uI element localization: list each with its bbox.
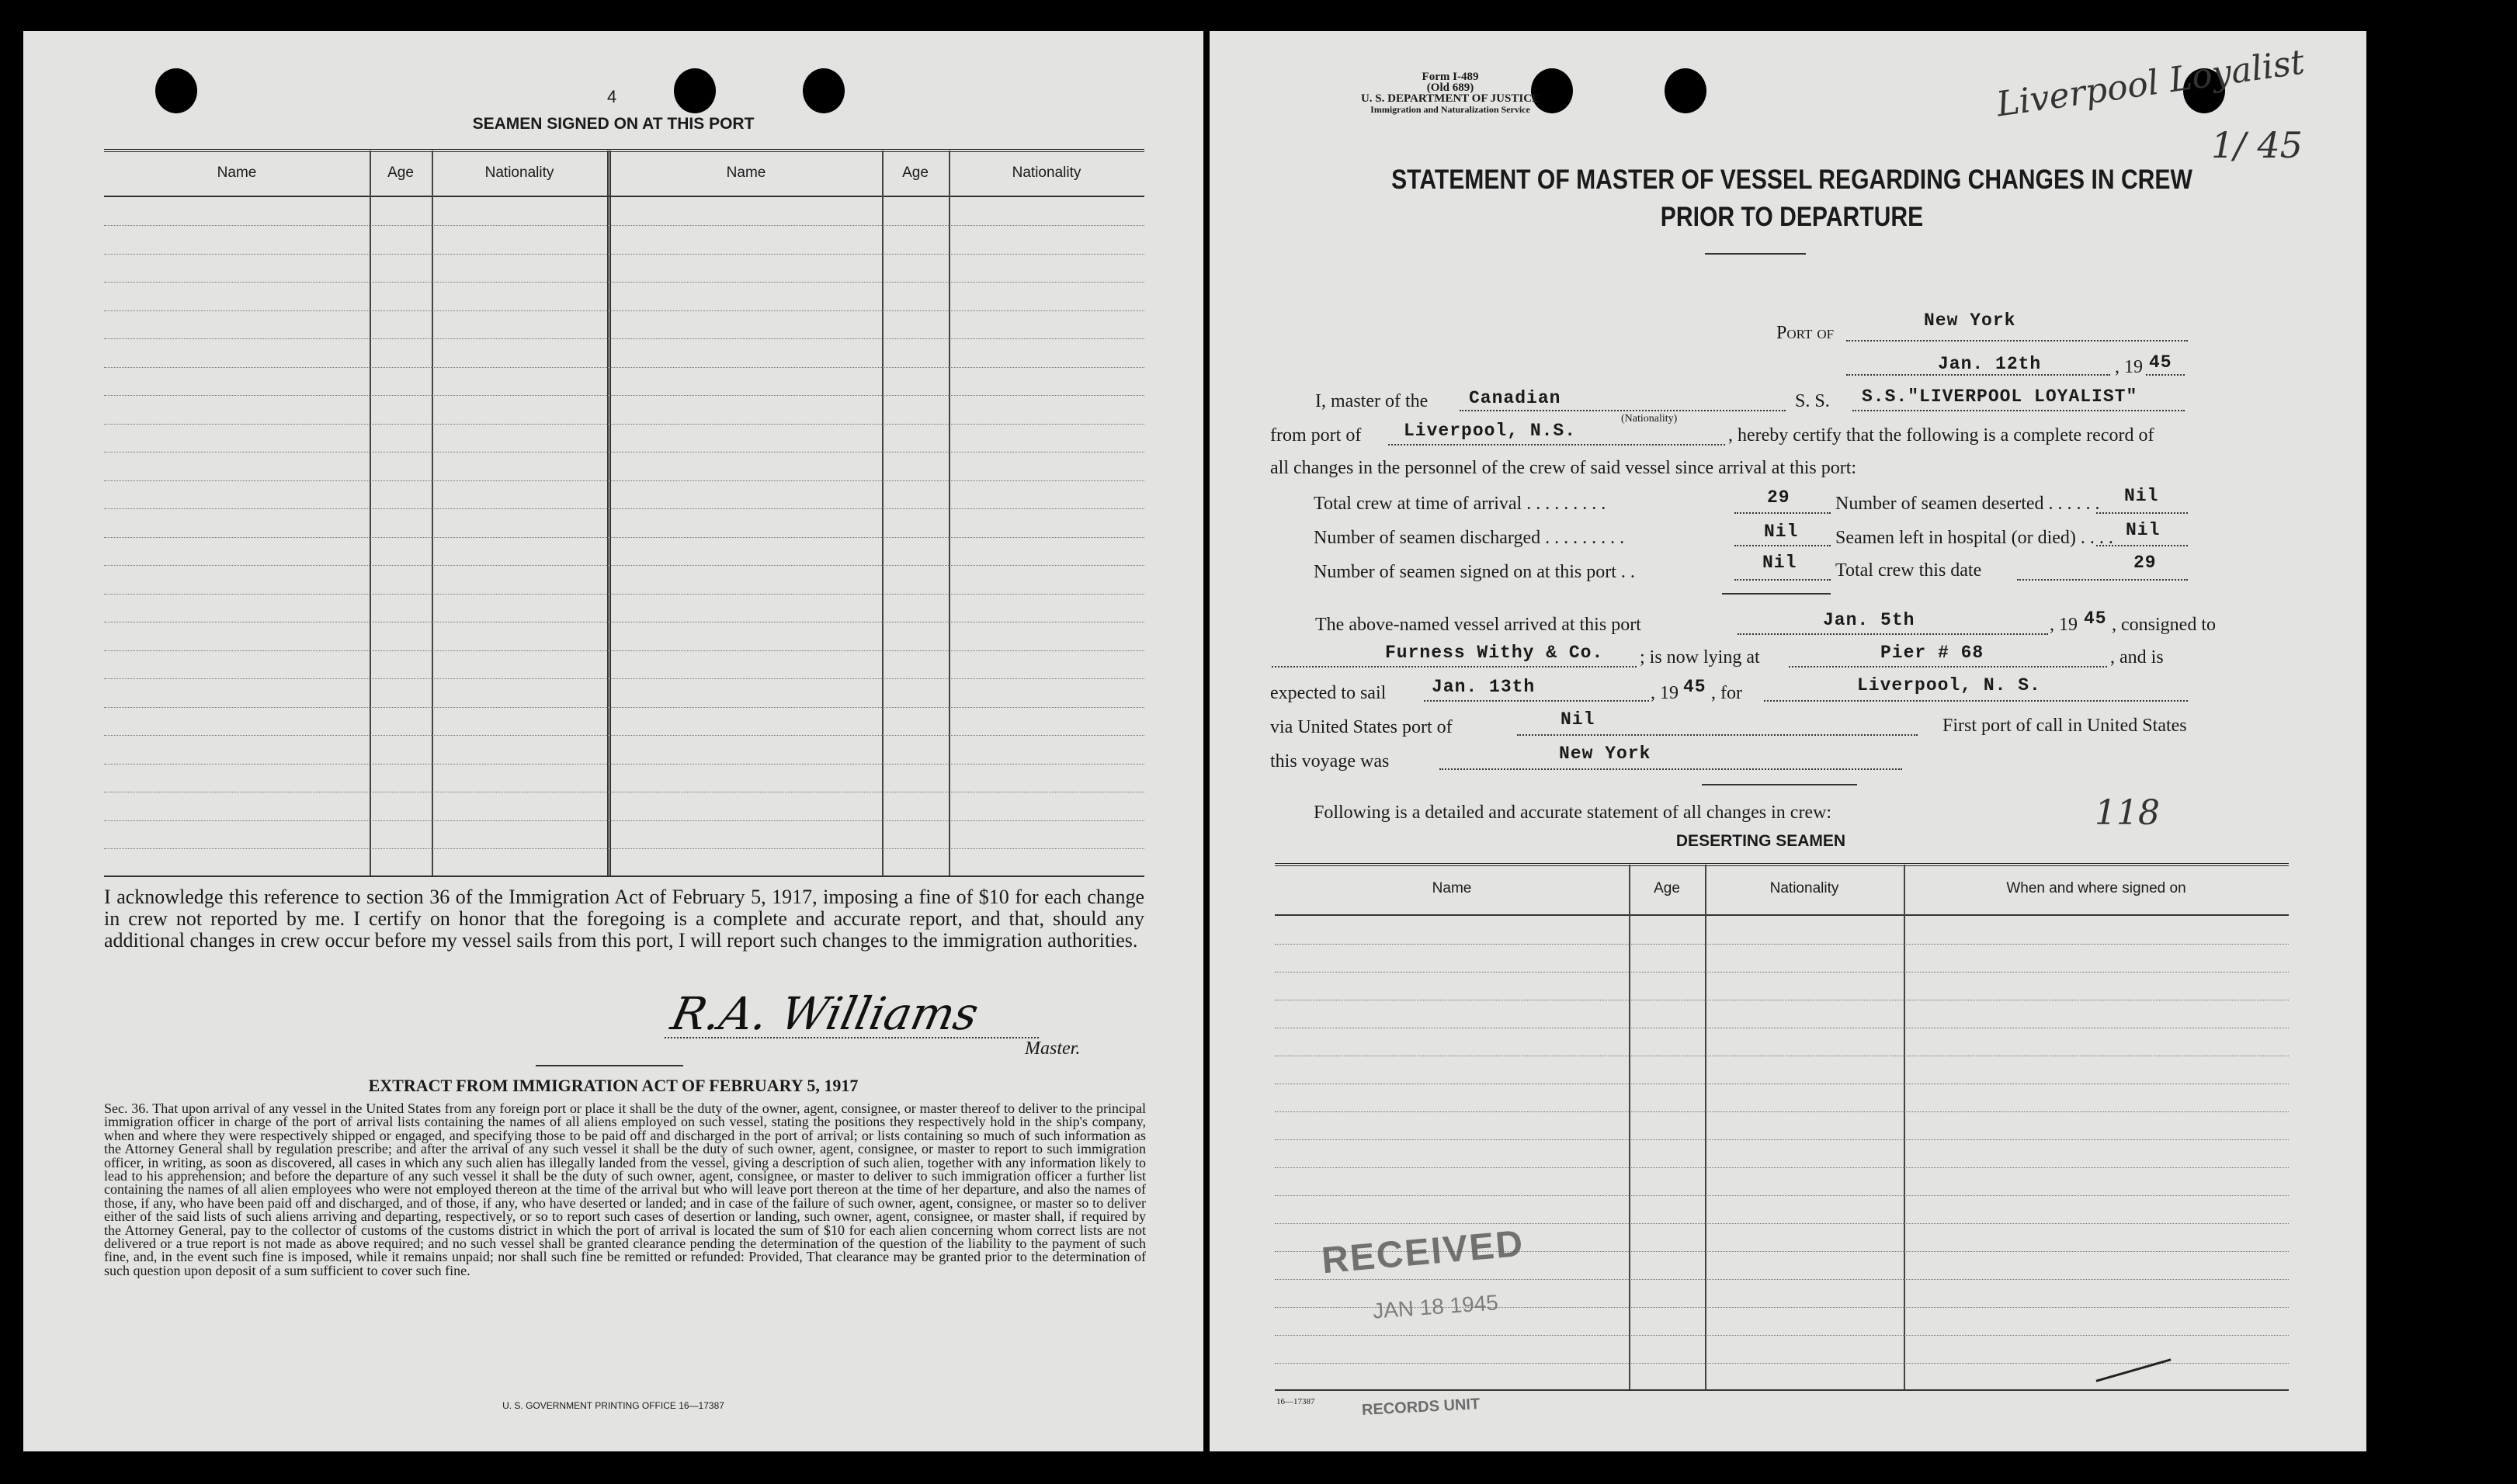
sail-year: 45 — [1683, 677, 1706, 697]
header-age: Age — [387, 165, 414, 181]
punch-hole — [155, 68, 197, 113]
ss-label: S. S. — [1795, 391, 1830, 411]
header-nationality: Nationality — [1012, 165, 1081, 181]
all-changes-text: all changes in the personnel of the crew of said vessel since arrival at this port: — [1270, 458, 1857, 478]
expected-label: expected to sail — [1270, 683, 1387, 703]
desert-header-when-where: When and where signed on — [2006, 880, 2186, 896]
handwritten-number: 118 — [2095, 793, 2160, 833]
date-value: Jan. 12th — [1938, 354, 2042, 374]
table-row — [104, 395, 1144, 396]
form-header — [1357, 71, 1543, 115]
header-name: Name — [217, 165, 257, 181]
page-number: 4 — [607, 87, 617, 106]
table-row — [104, 367, 1144, 368]
title-line-1: STATEMENT OF MASTER OF VESSEL REGARDING CHANGES IN CREW — [1391, 165, 2192, 195]
desert-header-age: Age — [1654, 880, 1680, 896]
corner-handwriting: Liverpool Loyalist — [1994, 42, 2307, 125]
lying-label: ; is now lying at — [1640, 647, 1760, 667]
total-crew-arrival-value: 29 — [1767, 487, 1790, 508]
table-row — [1275, 1363, 2289, 1364]
consigned-label: , consigned to — [2112, 615, 2216, 635]
signed-on-label: Number of seamen signed on at this port . . — [1314, 562, 1635, 582]
punch-hole — [674, 68, 716, 113]
table-row — [1275, 1167, 2289, 1168]
table-row — [1275, 1335, 2289, 1336]
date-year-prefix: , 19 — [2115, 357, 2143, 377]
table-row — [104, 848, 1144, 849]
title-line-2: PRIOR TO DEPARTURE — [1660, 202, 1924, 232]
extract-title: EXTRACT FROM IMMIGRATION ACT OF FEBRUARY 5, 1917 — [368, 1076, 859, 1095]
lying-value: Pier # 68 — [1880, 643, 1984, 663]
table-row — [104, 225, 1144, 226]
table-row — [104, 820, 1144, 821]
arrived-year-prefix: , 19 — [2050, 615, 2078, 635]
hospital-value: Nil — [2126, 520, 2161, 540]
arrived-year: 45 — [2084, 609, 2107, 629]
header-name: Name — [726, 165, 766, 181]
acknowledgement-text: I acknowledge this reference to section 36 of the Immigration Act of February 5, 1917, imposing a fine of $10 for each change in crew not reported by me. I certify on honor that the foregoing is a complete and accurate report, and that, should any additional changes in crew occur before my vessel sails from this port, I will report such changes to the immigration authorities. — [104, 886, 1144, 952]
table-row — [104, 764, 1144, 765]
via-label: via United States port of — [1270, 717, 1453, 737]
service-name: Immigration and Naturalization Service — [1370, 104, 1530, 115]
total-crew-arrival-label: Total crew at time of arrival . . . . . . . . . — [1314, 494, 1606, 514]
certify-text: , hereby certify that the following is a complete record of — [1728, 425, 2154, 446]
signed-on-value: Nil — [1762, 553, 1797, 573]
table-row — [104, 508, 1144, 509]
received-stamp: RECEIVED — [1320, 1222, 1526, 1282]
destination-value: Liverpool, N. S. — [1857, 675, 2041, 695]
table-row — [104, 424, 1144, 425]
and-is-label: , and is — [2110, 647, 2164, 667]
arrived-value: Jan. 5th — [1823, 610, 1915, 630]
table-row — [1275, 1195, 2289, 1196]
voyage-label: this voyage was — [1270, 751, 1390, 771]
hospital-label: Seamen left in hospital (or died) . . . . — [1835, 528, 2113, 548]
extract-text: Sec. 36. That upon arrival of any vessel in the United States from any foreign port or place it shall be the duty of the owner, agent, consignee, or master thereof to deliver to the principal immigration officer in charge of the port of arrival lists containing the names of all aliens employed on such vessel, stating the positions they respectively hold in the ship's company, when and where they were respectively shipped or engaged, and specifying those to be paid off and discharged in the port of arrival; or lists containing so much of such information as the Attorney General shall by regulation prescribe; and after the arrival of any such vessel it shall be the duty of such owner, agent, consignee, or master to report to such immigration officer, in writing, as soon as discovered, all cases in which any such alien has illegally landed from the vessel, giving a description of such alien, together with any information likely to lead to his apprehension; and before the departure of any such vessel it shall be the duty of such owner, agent, consignee, or master to deliver to such immigration officer a further list containing the names of all alien employees who were not employed thereon at the time of the arrival but who will leave port thereon at the time of her departure, and also the names of those, if any, who have been paid off and discharged, and of those, if any, who have deserted or landed; and in case of the failure of such owner, agent, consignee, or master so to deliver either of the said lists of such aliens arriving and departing, respectively, or so to report such cases of desertion or landing, such owner, agent, consignee, or master shall, if required by the Attorney General, pay to the collector of customs of the customs district in which the port of arrival is located the sum of $10 for each alien concerning whom correct lists are not delivered or a true report is not made as above required; and no such vessel shall be granted clearance pending the determination of the question of the liability to the payment of such fine, and, in the event such fine is imposed, while it remains unpaid; nor shall such fine be remitted or refunded: Provided, That clearance may be granted prior to the determination of such question upon deposit of a sum sufficient to cover such fine. — [104, 1101, 1146, 1278]
printer-line: U. S. GOVERNMENT PRINTING OFFICE 16—17387 — [502, 1400, 724, 1411]
form-old-number: (Old 689) — [1426, 81, 1474, 94]
table-row — [104, 480, 1144, 481]
header-age: Age — [902, 165, 929, 181]
first-port-label: First port of call in United States — [1942, 716, 2187, 736]
port-of-label: Port of — [1776, 323, 1835, 343]
punch-hole — [803, 68, 845, 113]
master-label: Master. — [1025, 1038, 1081, 1059]
table-row — [104, 254, 1144, 255]
desert-header-nationality: Nationality — [1769, 880, 1839, 896]
for-label: , for — [1711, 683, 1742, 703]
records-unit-stamp: RECORDS UNIT — [1361, 1396, 1481, 1419]
deserted-label: Number of seamen deserted . . . . . . — [1835, 494, 2100, 514]
table-row — [104, 735, 1144, 736]
table-row — [104, 310, 1144, 311]
deserting-seamen-title: DESERTING SEAMEN — [1675, 832, 1846, 850]
sail-date-value: Jan. 13th — [1432, 677, 1536, 697]
left-page — [23, 31, 1203, 1451]
form-number: Form I-489 — [1422, 71, 1479, 83]
via-value: Nil — [1561, 709, 1595, 730]
table-row — [104, 678, 1144, 679]
sail-year-prefix: , 19 — [1651, 683, 1679, 703]
table-row — [1275, 1223, 2289, 1224]
table-row — [104, 282, 1144, 283]
table-row — [1275, 1279, 2289, 1280]
master-signature: R.A. Williams — [666, 987, 984, 1040]
master-of-label: I, master of the — [1315, 391, 1429, 411]
received-date-stamp: JAN 18 1945 — [1372, 1290, 1499, 1323]
table-row — [104, 594, 1144, 595]
table-row — [104, 565, 1144, 566]
nationality-caption: (Nationality) — [1621, 413, 1678, 425]
table-row — [104, 707, 1144, 708]
table-row — [1275, 944, 2289, 945]
discharged-value: Nil — [1764, 522, 1799, 542]
deserted-value: Nil — [2124, 486, 2159, 506]
table-row — [104, 650, 1144, 651]
vessel-name: S.S."LIVERPOOL LOYALIST" — [1862, 387, 2138, 407]
right-page — [1210, 31, 2366, 1451]
from-port-label: from port of — [1270, 425, 1362, 446]
table-row — [1275, 972, 2289, 973]
total-crew-date-value: 29 — [2133, 553, 2157, 573]
desert-header-name: Name — [1432, 880, 1472, 896]
corner-year: 1/ 45 — [2211, 124, 2303, 166]
footer-code: 16—17387 — [1276, 1397, 1315, 1406]
section-title: SEAMEN SIGNED ON AT THIS PORT — [472, 115, 755, 133]
header-nationality: Nationality — [484, 165, 554, 181]
pen-mark — [2096, 1358, 2172, 1382]
table-row — [1275, 1111, 2289, 1112]
discharged-label: Number of seamen discharged . . . . . . . . . — [1314, 528, 1625, 548]
table-row — [104, 537, 1144, 538]
table-row — [1275, 1139, 2289, 1140]
consignee-value: Furness Withy & Co. — [1385, 643, 1604, 663]
voyage-value: New York — [1559, 744, 1651, 764]
port-of-value: New York — [1924, 310, 2016, 331]
nationality-value: Canadian — [1469, 388, 1561, 408]
punch-hole — [1665, 68, 1706, 113]
table-row — [104, 338, 1144, 339]
total-crew-date-label: Total crew this date — [1835, 560, 1982, 581]
from-port-value: Liverpool, N.S. — [1404, 421, 1577, 441]
department: U. S. DEPARTMENT OF JUSTICE — [1360, 92, 1540, 105]
date-year: 45 — [2149, 352, 2172, 373]
arrived-label: The above-named vessel arrived at this port — [1315, 615, 1641, 635]
following-label: Following is a detailed and accurate statement of all changes in crew: — [1314, 803, 1832, 823]
